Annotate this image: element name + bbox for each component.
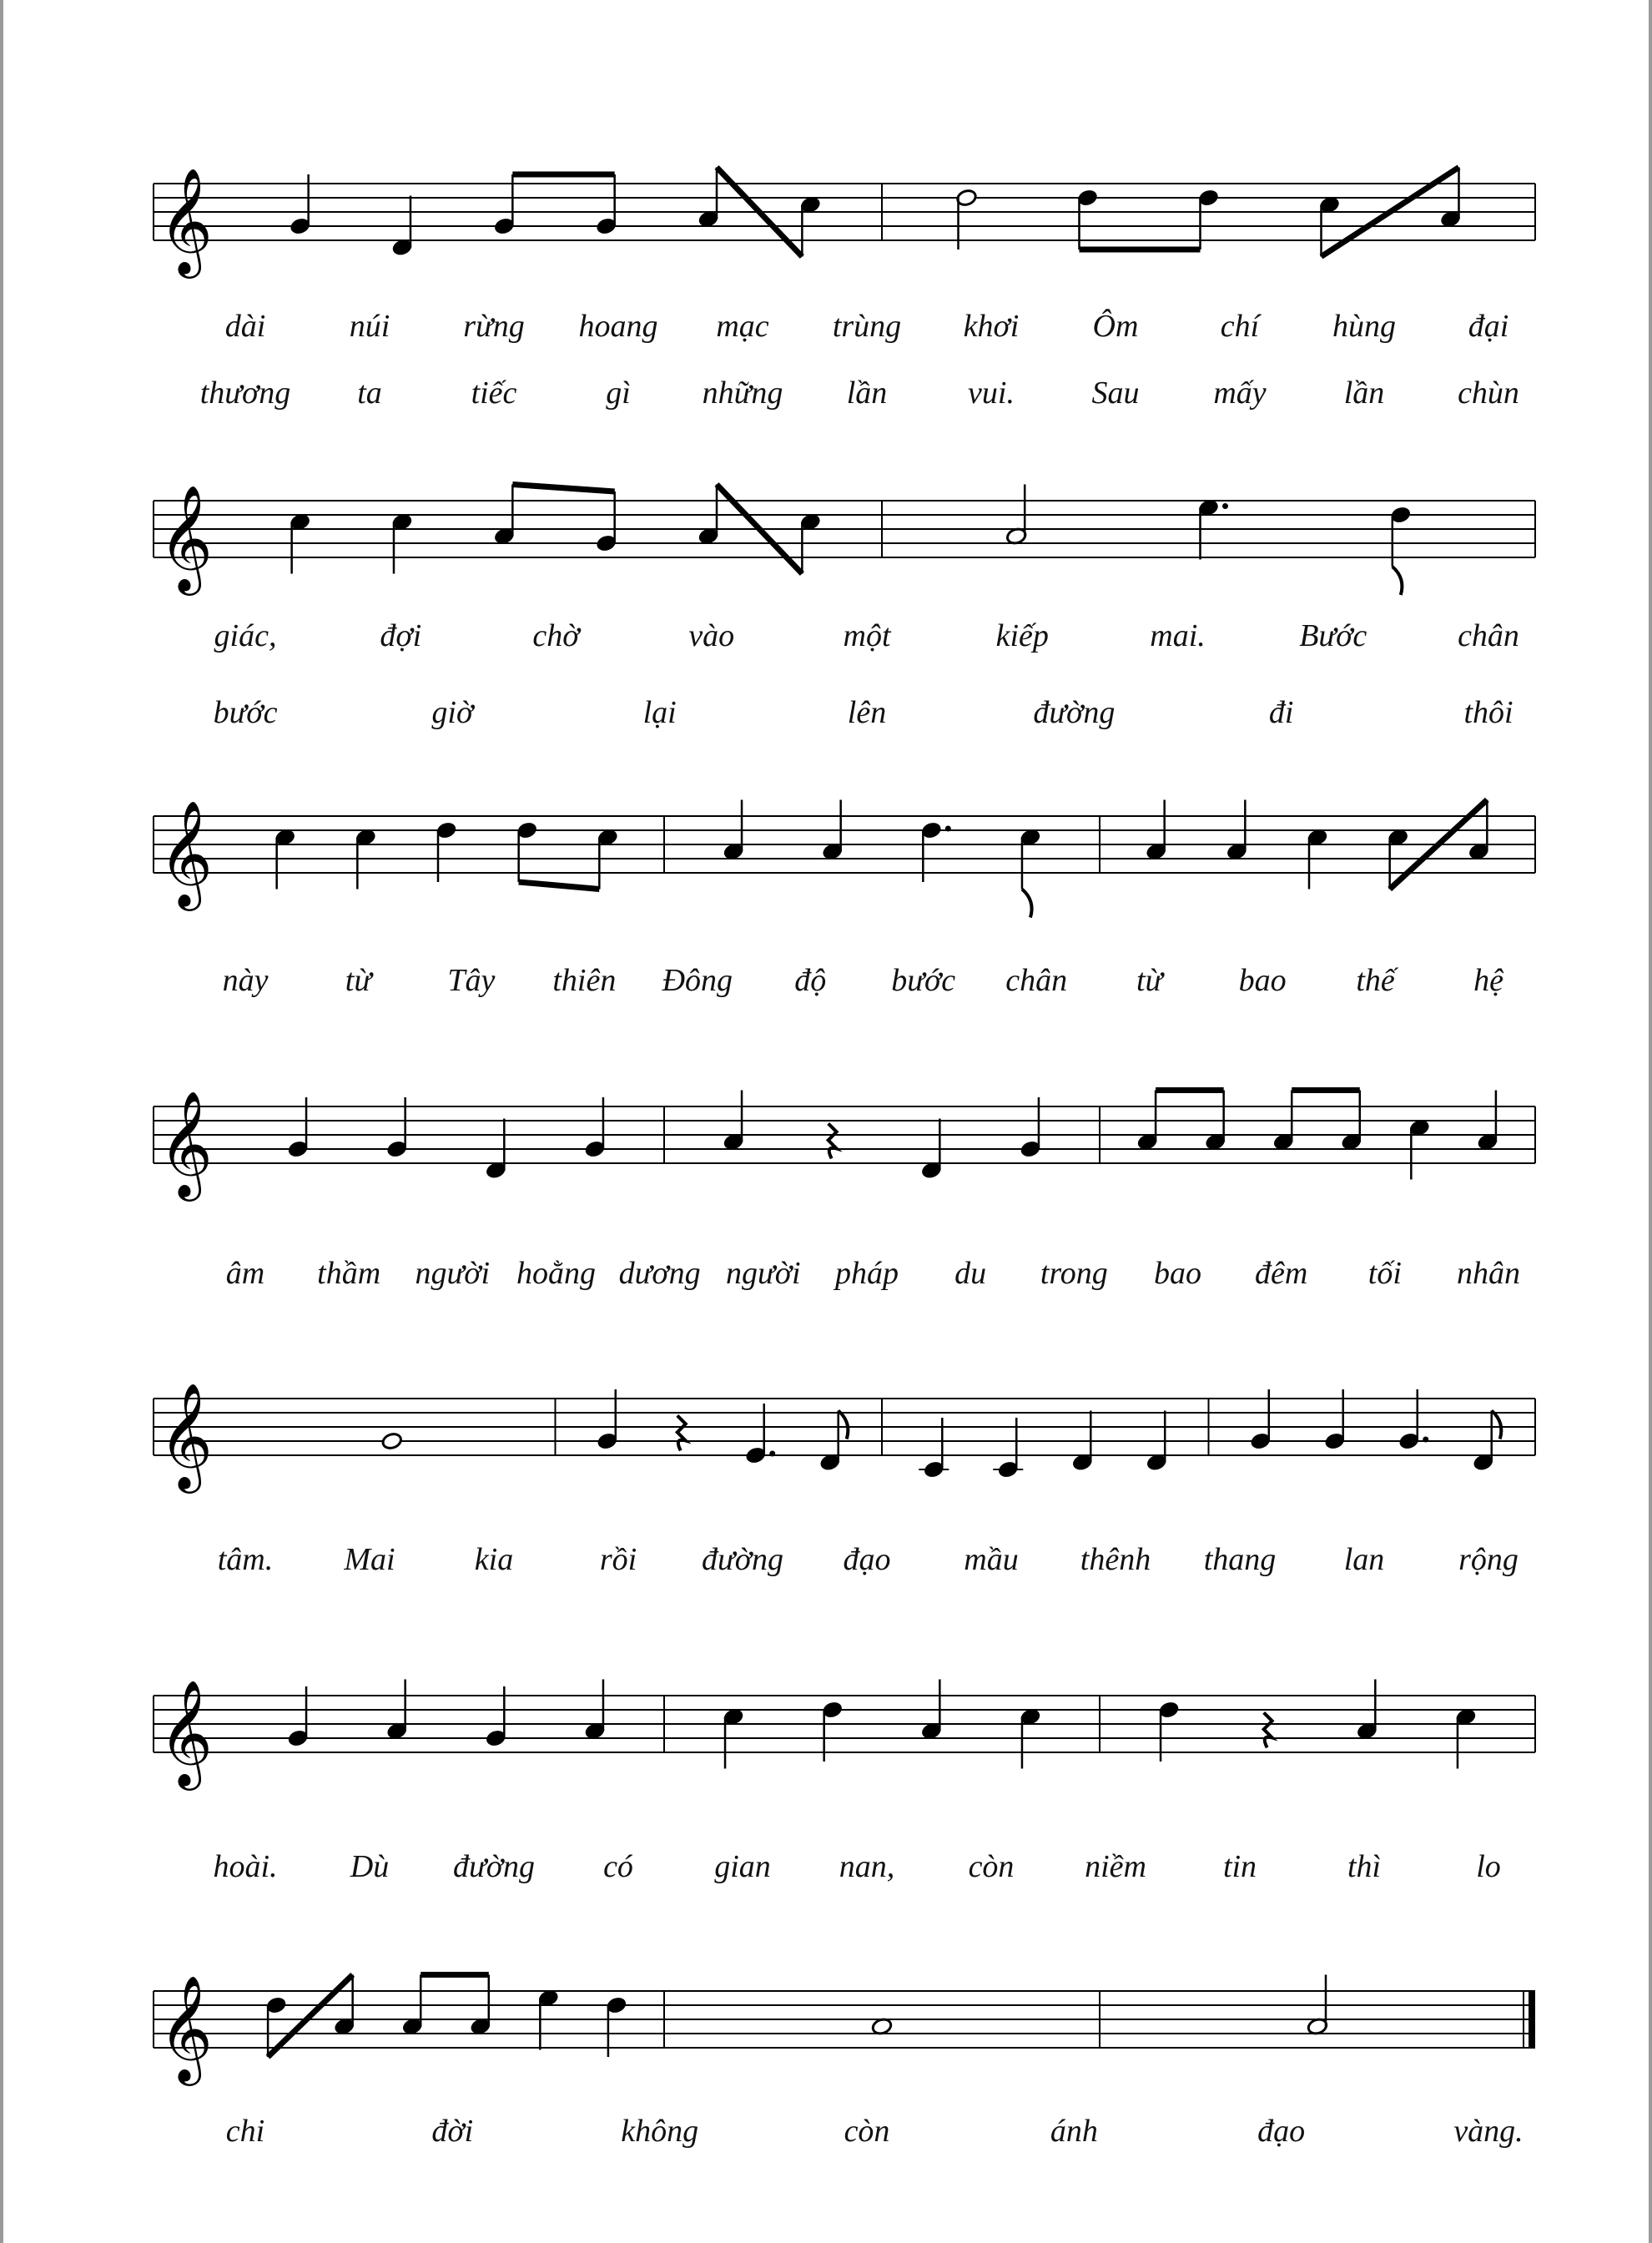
flag bbox=[839, 1411, 849, 1439]
lyric-syllable: đại bbox=[1468, 309, 1509, 344]
lyric-syllable: gì bbox=[606, 376, 631, 411]
lyric-syllable: lại bbox=[642, 695, 677, 730]
lyric-syllable: ta bbox=[357, 376, 382, 411]
lyric-syllable: đi bbox=[1268, 695, 1294, 730]
lyric-syllable: Bước bbox=[1299, 618, 1367, 653]
lyric-syllable: Sau bbox=[1091, 376, 1140, 411]
lyric-syllable: có bbox=[603, 1849, 633, 1884]
lyric-syllable: bao bbox=[1154, 1256, 1201, 1291]
lyric-syllable: đường bbox=[1033, 695, 1116, 730]
quarter-rest bbox=[1264, 1712, 1272, 1747]
lyric-syllable: đạo bbox=[843, 1542, 891, 1577]
lyric-syllable: giờ bbox=[431, 695, 474, 730]
lyric-syllable: mầu bbox=[964, 1542, 1019, 1577]
dot bbox=[769, 1451, 775, 1457]
flag bbox=[1022, 890, 1032, 918]
lyric-syllable: không bbox=[621, 2114, 699, 2149]
lyric-syllable: người bbox=[726, 1256, 801, 1291]
lyric-syllable: dương bbox=[618, 1256, 701, 1291]
lyric-syllable: từ bbox=[345, 963, 372, 998]
staff-system bbox=[154, 485, 1535, 596]
staff-system bbox=[154, 1975, 1535, 2058]
lyric-syllable: những bbox=[702, 376, 783, 411]
lyric-syllable: đường bbox=[701, 1542, 784, 1577]
lyric-syllable: chờ bbox=[532, 618, 580, 653]
lyric-syllable: đời bbox=[431, 2114, 474, 2149]
lyric-syllable: thênh bbox=[1080, 1542, 1151, 1577]
lyric-syllable: còn bbox=[968, 1849, 1015, 1884]
beam bbox=[519, 882, 600, 890]
lyric-syllable: núi bbox=[349, 309, 390, 344]
lyric-syllable: thầm bbox=[317, 1256, 381, 1291]
lyric-syllable: tối bbox=[1367, 1256, 1402, 1291]
treble-clef-icon bbox=[159, 1382, 213, 1494]
lyric-syllable: rừng bbox=[463, 309, 525, 344]
lyric-syllable: lan bbox=[1343, 1542, 1385, 1577]
treble-clef-icon bbox=[159, 484, 213, 596]
lyric-syllable: lần bbox=[846, 376, 888, 411]
lyric-syllable: chân bbox=[1005, 963, 1068, 998]
lyric-syllable: độ bbox=[794, 963, 827, 998]
lyric-syllable: khơi bbox=[963, 309, 1020, 344]
svg-text:𝄞: 𝄞 bbox=[159, 167, 214, 274]
treble-clef-icon bbox=[159, 1974, 213, 2086]
lyric-syllable: lên bbox=[847, 695, 887, 730]
lyric-syllable: rồi bbox=[599, 1542, 637, 1577]
lyric-syllable: du bbox=[954, 1256, 987, 1291]
flag bbox=[1492, 1411, 1502, 1439]
lyric-syllable: thiên bbox=[552, 963, 617, 998]
lyric-syllable: thì bbox=[1347, 1849, 1382, 1884]
lyric-syllable: chí bbox=[1220, 309, 1260, 344]
lyric-syllable: người bbox=[415, 1256, 491, 1291]
lyric-syllable: mấy bbox=[1213, 376, 1267, 411]
dot bbox=[1423, 1437, 1428, 1443]
lyric-syllable: hoang bbox=[578, 309, 658, 344]
beam bbox=[268, 1975, 353, 2058]
lyric-syllable: mạc bbox=[716, 309, 769, 344]
lyric-syllable: thôi bbox=[1463, 695, 1513, 730]
staff-system bbox=[154, 168, 1535, 257]
svg-text:𝄞: 𝄞 bbox=[159, 484, 214, 591]
svg-text:𝄞: 𝄞 bbox=[159, 1090, 214, 1197]
lyric-syllable: từ bbox=[1136, 963, 1163, 998]
lyric-syllable: chi bbox=[225, 2114, 265, 2149]
lyric-syllable: bao bbox=[1238, 963, 1287, 998]
lyric-syllable: mai. bbox=[1150, 618, 1206, 653]
lyric-syllable: gian bbox=[714, 1849, 771, 1884]
lyric-syllable: vàng. bbox=[1453, 2114, 1524, 2149]
lyric-syllable: lần bbox=[1343, 376, 1385, 411]
quarter-rest bbox=[829, 1123, 837, 1158]
lyric-syllable: ánh bbox=[1050, 2114, 1098, 2149]
lyric-syllable: pháp bbox=[835, 1256, 899, 1291]
lyric-syllable: trùng bbox=[832, 309, 902, 344]
beam bbox=[512, 485, 614, 492]
lyric-syllable: chân bbox=[1458, 618, 1519, 653]
lyric-syllable: tâm. bbox=[217, 1542, 274, 1577]
staff-system bbox=[154, 1680, 1535, 1769]
lyric-syllable: đêm bbox=[1255, 1256, 1308, 1291]
final-barline-thick bbox=[1529, 1991, 1535, 2048]
lyric-syllable: Ôm bbox=[1092, 309, 1139, 344]
treble-clef-icon bbox=[159, 799, 213, 911]
svg-text:𝄞: 𝄞 bbox=[159, 1974, 214, 2081]
quarter-rest bbox=[677, 1415, 686, 1450]
staff-system bbox=[154, 1389, 1535, 1479]
lyric-syllable: đạo bbox=[1257, 2114, 1306, 2149]
lyric-syllable: hệ bbox=[1473, 963, 1503, 998]
lyric-syllable: còn bbox=[844, 2114, 890, 2149]
flag bbox=[1393, 567, 1403, 595]
lyric-syllable: tin bbox=[1222, 1849, 1257, 1884]
lyric-syllable: Đông bbox=[662, 963, 733, 998]
treble-clef-icon bbox=[159, 167, 213, 279]
note-head bbox=[381, 1432, 403, 1451]
lyric-syllable: bước bbox=[213, 695, 278, 730]
lyric-syllable: Mai bbox=[344, 1542, 395, 1577]
dot bbox=[1222, 503, 1228, 509]
lyric-syllable: chùn bbox=[1458, 376, 1519, 411]
lyric-syllable: trong bbox=[1040, 1256, 1108, 1291]
lyric-syllable: hoằng bbox=[516, 1256, 596, 1291]
lyric-syllable: dài bbox=[224, 309, 266, 344]
lyric-syllable: đợi bbox=[380, 618, 422, 653]
lyric-syllable: vui. bbox=[968, 376, 1015, 411]
dot bbox=[945, 826, 951, 832]
lyric-syllable: niềm bbox=[1085, 1849, 1146, 1884]
lyric-syllable: này bbox=[222, 963, 269, 998]
treble-clef-icon bbox=[159, 1679, 213, 1791]
lyric-syllable: kia bbox=[474, 1542, 514, 1577]
lyric-syllable: thang bbox=[1203, 1542, 1277, 1577]
lyric-syllable: Dù bbox=[350, 1849, 390, 1884]
lyric-syllable: nhân bbox=[1457, 1256, 1520, 1291]
svg-text:𝄞: 𝄞 bbox=[159, 1382, 214, 1489]
lyric-syllable: bước bbox=[891, 963, 956, 998]
staff-system bbox=[154, 800, 1535, 918]
lyric-syllable: kiếp bbox=[995, 618, 1049, 653]
treble-clef-icon bbox=[159, 1090, 213, 1202]
lyric-syllable: vào bbox=[688, 618, 735, 653]
lyric-syllable: một bbox=[843, 618, 891, 653]
lyric-syllable: âm bbox=[225, 1256, 265, 1291]
lyric-syllable: hùng bbox=[1332, 309, 1396, 344]
lyric-syllable: thương bbox=[199, 376, 291, 411]
lyric-syllable: đường bbox=[452, 1849, 536, 1884]
svg-text:𝄞: 𝄞 bbox=[159, 799, 214, 906]
lyric-syllable: lo bbox=[1476, 1849, 1501, 1884]
staff-system bbox=[154, 1091, 1535, 1180]
lyric-syllable: tiếc bbox=[471, 376, 517, 411]
lyric-syllable: thế bbox=[1356, 963, 1395, 998]
lyric-syllable: nan, bbox=[839, 1849, 895, 1884]
lyric-syllable: hoài. bbox=[213, 1849, 278, 1884]
lyric-syllable: giác, bbox=[214, 618, 277, 653]
lyric-syllable: Tây bbox=[447, 963, 496, 998]
svg-text:𝄞: 𝄞 bbox=[159, 1679, 214, 1786]
lyric-syllable: rộng bbox=[1458, 1542, 1519, 1577]
